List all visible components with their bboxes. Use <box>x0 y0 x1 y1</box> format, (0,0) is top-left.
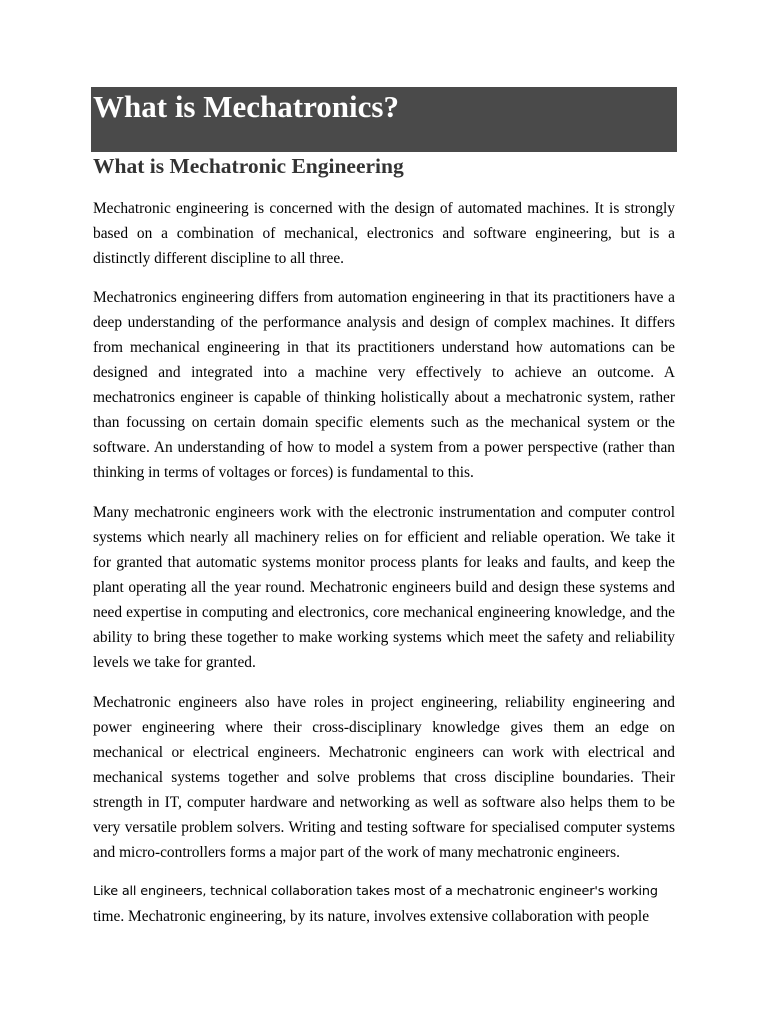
paragraph-4: Mechatronic engineers also have roles in project engineering, reliability engineering and power engineering where their cross-disciplinary knowledge gives them an edge on mechanical or electrical engineers. Mechatronic engineers can work with electrical and mechanical systems together and solve problems that cross discipline boundaries. Their strength in IT, computer hardware and networking as well as software also helps them to be very versatile problem solvers. Writing and testing software for specialised computer systems and micro-controllers forms a major part of the work of many mechatronic engineers. <box>93 694 675 861</box>
paragraph-1: Mechatronic engineering is concerned with the design of automated machines. It is strongly based on a combination of mechanical, electronics and software engineering, but is a distinctly different discipline to all three. <box>93 200 675 267</box>
paragraph-5-first-line: Like all engineers, technical collaboration takes most of a mechatronic engineer's working <box>93 884 658 899</box>
title-banner <box>91 87 677 152</box>
paragraph-2: Mechatronics engineering differs from automation engineering in that its practitioners have a deep understanding of the performance analysis and design of complex machines. It differs from mechanical engineering in that its practitioners understand how automations can be designed and integrated into a machine very effectively to achieve an outcome. A mechatronics engineer is capable of thinking holistically about a mechatronic system, rather than focussing on certain domain specific elements such as the mechanical system or the software. An understanding of how to model a system from a power perspective (rather than thinking in terms of voltages or forces) is fundamental to this. <box>93 289 675 481</box>
paragraph-3: Many mechatronic engineers work with the electronic instrumentation and computer control systems which nearly all machinery relies on for efficient and reliable operation. We take it for granted that automatic systems monitor process plants for leaks and faults, and keep the plant operating all the year round. Mechatronic engineers build and design these systems and need expertise in computing and electronics, core mechanical engineering knowledge, and the ability to bring these together to make working systems which meet the safety and reliability levels we take for granted. <box>93 504 675 671</box>
document-title: What is Mechatronics? <box>93 89 399 124</box>
paragraph-5 <box>93 879 675 929</box>
section-heading: What is Mechatronic Engineering <box>93 154 404 178</box>
paragraph-5-continuation: time. Mechatronic engineering, by its nature, involves extensive collaboration with people <box>93 908 650 925</box>
